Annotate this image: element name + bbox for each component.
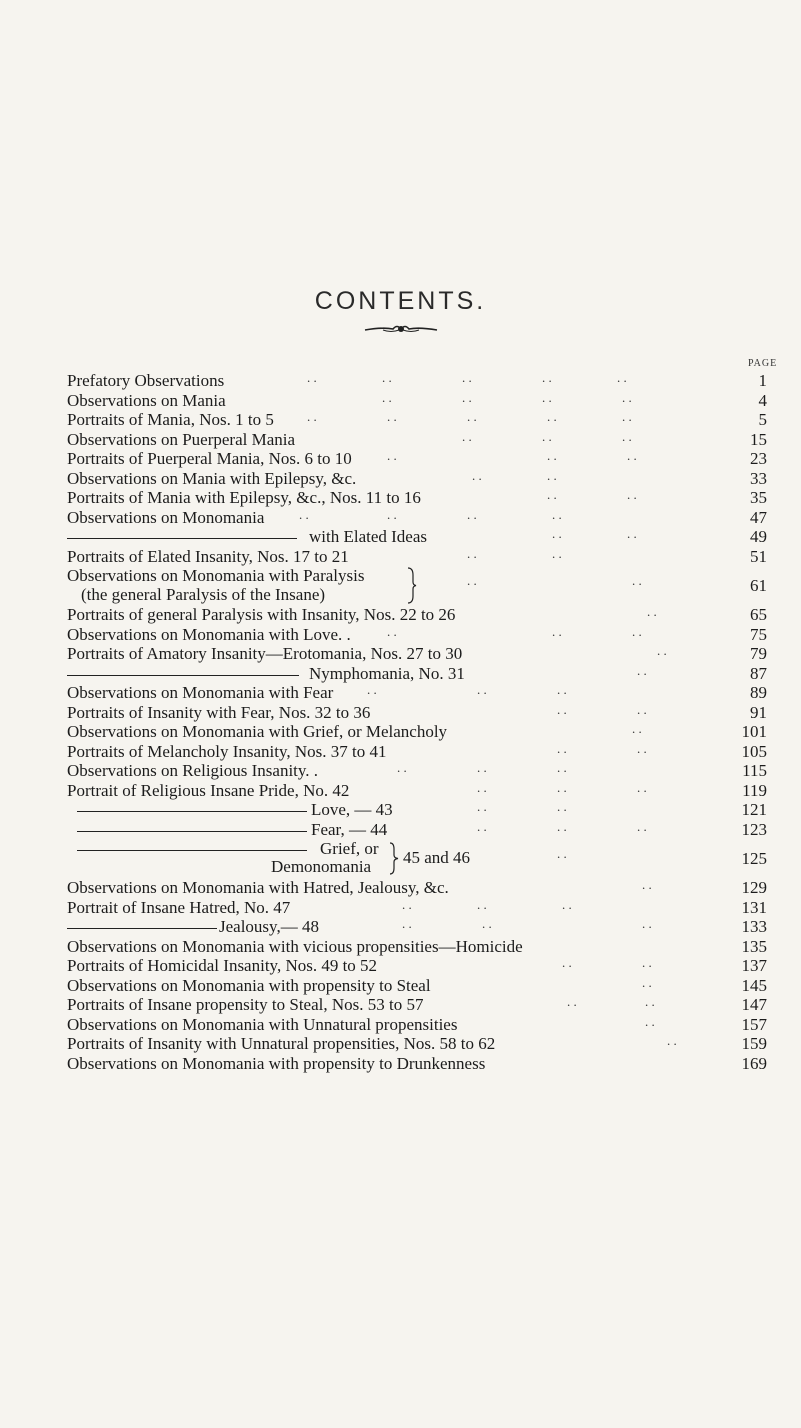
- brace-symbol: [389, 842, 399, 875]
- toc-page-number: 159: [741, 1034, 767, 1053]
- toc-entry: Portraits of Insanity with Fear, Nos. 32 to 36 . . . . 91: [67, 701, 767, 722]
- toc-entry-text: Portraits of Amatory Insanity—Erotomania, Nos. 27 to 30: [67, 644, 463, 663]
- toc-entry-text: Portraits of Homicidal Insanity, Nos. 49 to 52: [67, 956, 378, 975]
- toc-entry-text: Portraits of Elated Insanity, Nos. 17 to 21: [67, 546, 349, 566]
- toc-entry-text: Observations on Puerperal Mania: [67, 429, 296, 449]
- table-of-contents: [67, 371, 767, 1073]
- toc-entry: Observations on Monomania with Hatred, Jealousy, &c. . . 129: [67, 877, 767, 897]
- toc-page-number: 75: [750, 624, 767, 644]
- toc-page-number: 119: [742, 780, 767, 800]
- toc-page-number: 49: [750, 527, 767, 546]
- toc-page-number: 123: [741, 819, 767, 839]
- toc-entry-text: Portraits of Melancholy Insanity, Nos. 37 to 41: [67, 741, 387, 761]
- toc-entry-text: Portraits of Mania, Nos. 1 to 5: [67, 410, 274, 429]
- toc-page-number: 105: [741, 741, 767, 761]
- toc-entry: Observations on Religious Insanity. . . . . . . . 115: [67, 760, 767, 780]
- ditto-rule: [67, 675, 299, 676]
- toc-entry-text: Jealousy,— 48: [219, 917, 319, 936]
- toc-entry: Observations on Monomania with propensity to Steal . . 145: [67, 974, 767, 995]
- toc-entry-text-line2: (the general Paralysis of the Insane): [81, 585, 326, 604]
- toc-entry: Portraits of Homicidal Insanity, Nos. 49 to 52 . . . . 137: [67, 955, 767, 975]
- toc-entry: Observations on Monomania with Love. . . . . . . . 75: [67, 623, 767, 644]
- toc-entry: Portrait of Insane Hatred, No. 47 . . . . . . 131: [67, 896, 767, 917]
- page-title: CONTENTS.: [314, 287, 487, 315]
- toc-page-number: 147: [741, 995, 767, 1014]
- toc-entry: Observations on Monomania with Grief, or Melancholy . . 101: [67, 721, 767, 741]
- toc-entry: Portraits of Amatory Insanity—Erotomania, Nos. 27 to 30 . . 79: [67, 643, 767, 663]
- toc-entry-text: Observations on Monomania with Unnatural propensities: [67, 1014, 458, 1034]
- toc-entry: Observations on Puerperal Mania . . . . . . 15: [67, 428, 767, 449]
- toc-entry: with Elated Ideas . . . . 49: [67, 527, 767, 547]
- toc-page-number: 79: [750, 644, 767, 663]
- toc-entry-text: Observations on Monomania with propensity to Drunkenness: [67, 1053, 486, 1073]
- toc-page-number: 47: [750, 507, 767, 527]
- ditto-rule: [67, 928, 217, 929]
- toc-page-number: 145: [741, 975, 767, 995]
- toc-page-number: 133: [741, 917, 767, 936]
- toc-page-number: 135: [741, 936, 767, 956]
- ornament-divider: [363, 322, 439, 336]
- toc-entry-text-line2: Demonomania: [271, 857, 372, 876]
- toc-entry-text: Portraits of Insanity with Fear, Nos. 32 to 36: [67, 702, 371, 722]
- toc-entry: Grief, or Demonomania 45 and 46 . . 125: [67, 839, 767, 878]
- ditto-rule: [77, 831, 307, 832]
- toc-entry-text: Observations on Monomania with propensity to Steal: [67, 975, 431, 995]
- toc-entry-text: Portraits of Insane propensity to Steal, Nos. 53 to 57: [67, 995, 424, 1014]
- toc-page-number: 101: [741, 722, 767, 741]
- toc-entry-text: Observations on Monomania: [67, 507, 265, 527]
- ditto-rule: [77, 850, 307, 851]
- toc-entry: Nymphomania, No. 31 . . 87: [67, 664, 767, 684]
- toc-entry-text: Observations on Mania with Epilepsy, &c.: [67, 468, 357, 488]
- toc-entry: Love, — 43 . . . . 121: [67, 800, 767, 820]
- toc-entry-text: Portrait of Religious Insane Pride, No. 42: [67, 780, 350, 800]
- toc-entry-text: Nymphomania, No. 31: [309, 663, 465, 683]
- toc-entry: Observations on Monomania with Paralysis (the general Paralysis of the Insane) . . . . 61: [67, 566, 767, 604]
- toc-entry-text-line1: Grief, or: [320, 839, 379, 858]
- toc-entry: Observations on Monomania with Fear . . . . . . 89: [67, 682, 767, 702]
- toc-page-number: 4: [758, 390, 767, 410]
- toc-page-number: 91: [750, 702, 767, 722]
- toc-entry: Prefatory Observations . . . . . . . . . . 1: [67, 370, 767, 390]
- toc-page-number: 33: [750, 468, 767, 488]
- toc-page-number: 51: [750, 546, 767, 566]
- toc-page-number: 125: [741, 849, 767, 868]
- toc-page-number: 89: [750, 683, 767, 702]
- toc-page-number: 129: [741, 878, 767, 897]
- toc-entry: [67, 1054, 767, 1074]
- toc-entry: Observations on Monomania . . . . . . . . 47: [67, 506, 767, 527]
- toc-entry-text: Portrait of Insane Hatred, No. 47: [67, 897, 291, 917]
- page-column-header: PAGE: [748, 358, 778, 369]
- toc-page-number: 121: [741, 800, 767, 819]
- toc-entry-text: Observations on Monomania with vicious propensities—Homicide: [67, 936, 523, 956]
- toc-entry-text: Observations on Monomania with Fear: [67, 683, 334, 702]
- brace-symbol: [407, 567, 417, 604]
- toc-entry-text-suffix: 45 and 46: [403, 848, 471, 867]
- toc-entry-text: Observations on Mania: [67, 390, 226, 410]
- toc-page-number: 169: [741, 1053, 767, 1073]
- toc-entry-text: Portraits of Mania with Epilepsy, &c., Nos. 11 to 16: [67, 488, 421, 507]
- toc-entry: Portraits of Mania, Nos. 1 to 5 . . . . . . . . . . 5: [67, 409, 767, 429]
- toc-entry: Portraits of general Paralysis with Insanity, Nos. 22 to 26 . . 65: [67, 604, 767, 624]
- toc-entry: Portraits of Insanity with Unnatural propensities, Nos. 58 to 62 . . 159: [67, 1033, 767, 1053]
- toc-entry: Jealousy,— 48 . . . . . . 133: [67, 917, 767, 937]
- toc-page-number: 23: [750, 449, 767, 468]
- toc-page-number: 157: [741, 1014, 767, 1034]
- ditto-rule: [77, 811, 307, 812]
- toc-entry: Observations on Mania . . . . . . . . 4: [67, 389, 767, 410]
- toc-page-number: 15: [750, 429, 767, 449]
- toc-entry-text: Portraits of Insanity with Unnatural propensities, Nos. 58 to 62: [67, 1034, 496, 1053]
- toc-entry-text: Love, — 43: [311, 800, 393, 819]
- toc-entry-text: with Elated Ideas: [309, 527, 428, 546]
- toc-entry: Observations on Monomania with Unnatural propensities . . 157: [67, 1013, 767, 1034]
- toc-entry-text: Observations on Monomania with Hatred, Jealousy, &c.: [67, 878, 449, 897]
- toc-entry-text: Prefatory Observations: [67, 371, 225, 390]
- toc-entry-text: Observations on Monomania with Love. .: [67, 624, 351, 644]
- toc-page-number: 35: [750, 488, 767, 507]
- toc-page-number: 5: [758, 410, 767, 429]
- toc-page-number: 115: [742, 761, 767, 780]
- ditto-rule: [67, 538, 297, 539]
- toc-entry-text: Observations on Monomania with Grief, or Melancholy: [67, 722, 448, 741]
- toc-entry: Portrait of Religious Insane Pride, No. 42 . . . . . . 119: [67, 779, 767, 800]
- toc-page-number: 61: [750, 576, 767, 595]
- toc-page-number: 1: [758, 371, 767, 390]
- toc-page-number: 137: [741, 956, 767, 975]
- toc-entry: Portraits of Melancholy Insanity, Nos. 37 to 41 . . . . 105: [67, 740, 767, 761]
- toc-page-number: 131: [741, 897, 767, 917]
- toc-entry: Portraits of Mania with Epilepsy, &c., Nos. 11 to 16 . . . . 35: [67, 487, 767, 507]
- toc-entry: Portraits of Insane propensity to Steal, Nos. 53 to 57 . . . . 147: [67, 994, 767, 1014]
- toc-entry: Observations on Mania with Epilepsy, &c. . . . . 33: [67, 467, 767, 488]
- toc-entry: Fear, — 44 . . . . . . 123: [67, 820, 767, 840]
- toc-entry-text: Observations on Religious Insanity. .: [67, 761, 319, 780]
- toc-entry: [67, 937, 767, 957]
- toc-entry-text: Portraits of Puerperal Mania, Nos. 6 to 10: [67, 449, 352, 468]
- toc-page-number: 65: [750, 605, 767, 624]
- toc-entry: Portraits of Puerperal Mania, Nos. 6 to 10 . . . . . . 23: [67, 448, 767, 468]
- toc-page-number: 87: [750, 663, 767, 683]
- toc-entry-text: Portraits of general Paralysis with Insanity, Nos. 22 to 26: [67, 605, 456, 624]
- toc-entry-text: Fear, — 44: [311, 819, 388, 839]
- toc-entry-text-line1: Observations on Monomania with Paralysis: [67, 566, 365, 585]
- toc-entry: Portraits of Elated Insanity, Nos. 17 to 21 . . . . 51: [67, 545, 767, 566]
